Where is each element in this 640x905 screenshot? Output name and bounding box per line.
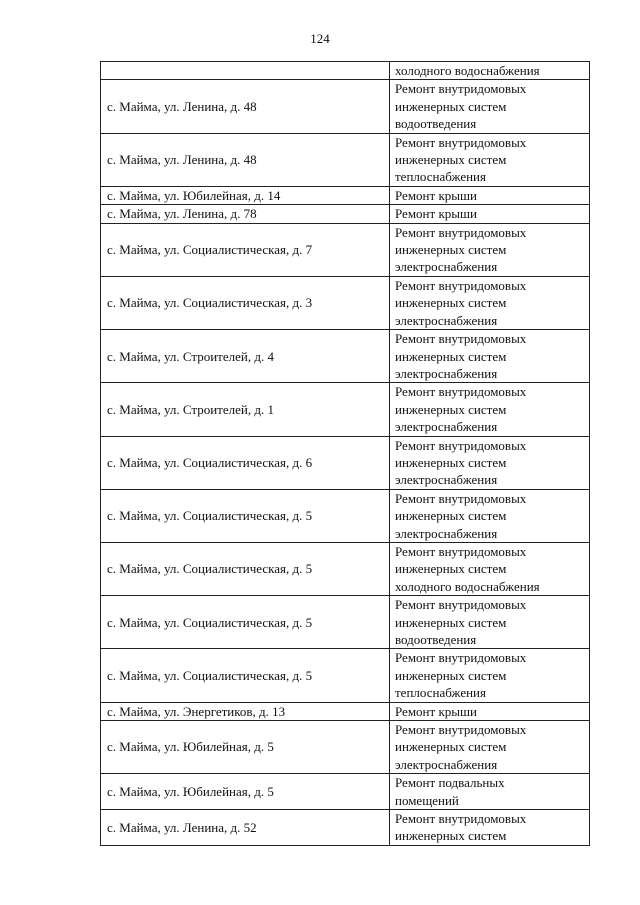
address-cell: с. Майма, ул. Юбилейная, д. 5 (101, 774, 390, 810)
work-type-cell (390, 383, 590, 436)
work-type-line: водоотведения (395, 116, 477, 132)
table-row (101, 436, 590, 489)
work-type-line: инженерных систем (395, 295, 507, 311)
work-type-line: водоотведения (395, 632, 477, 647)
work-type-line: электроснабжения (395, 756, 498, 772)
work-type-cell (390, 186, 590, 204)
repair-table (100, 61, 590, 846)
table-row (101, 702, 590, 720)
work-type-line: теплоснабжения (395, 685, 486, 701)
work-type-line: инженерных систем (395, 152, 507, 168)
table-row (101, 276, 590, 329)
work-type-cell (390, 649, 590, 702)
work-type-cell (390, 489, 590, 542)
address-cell: с. Майма, ул. Социалистическая, д. 6 (101, 436, 390, 489)
work-type-cell (390, 80, 590, 133)
address-cell: с. Майма, ул. Социалистическая, д. 7 (101, 223, 390, 276)
table-row (101, 649, 590, 702)
repair-table-body (101, 62, 590, 846)
address-cell: с. Майма, ул. Юбилейная, д. 5 (101, 721, 390, 774)
table-row (101, 383, 590, 436)
work-type-line: инженерных систем (395, 667, 507, 683)
work-type-line: Ремонт внутридомовых (395, 543, 527, 559)
work-type-line: холодного водоснабжения (395, 578, 540, 594)
work-type-line: Ремонт внутридомовых (395, 597, 527, 613)
work-type-line: инженерных систем (395, 508, 507, 524)
work-type-cell (390, 810, 590, 846)
work-type-line: инженерных систем (395, 348, 507, 364)
work-type-line: Ремонт внутридомовых (395, 81, 527, 97)
work-type-line: Ремонт крыши (395, 206, 477, 222)
work-type-line: инженерных систем (395, 739, 507, 755)
address-cell: с. Майма, ул. Социалистическая, д. 5 (101, 542, 390, 595)
work-type-cell (390, 62, 590, 80)
table-row (101, 489, 590, 542)
table-row (101, 133, 590, 186)
work-type-cell (390, 330, 590, 383)
work-type-cell (390, 276, 590, 329)
address-cell: с. Майма, ул. Энергетиков, д. 13 (101, 702, 390, 720)
address-cell (101, 62, 390, 80)
table-row (101, 223, 590, 276)
work-type-line: инженерных систем (395, 98, 507, 114)
work-type-line: инженерных систем (395, 242, 507, 258)
work-type-line: Ремонт внутридомовых (395, 331, 527, 347)
address-cell: с. Майма, ул. Социалистическая, д. 3 (101, 276, 390, 329)
work-type-line: Ремонт внутридомовых (395, 490, 527, 506)
work-type-cell (390, 223, 590, 276)
table-row (101, 721, 590, 774)
work-type-line: Ремонт крыши (395, 703, 477, 719)
address-cell: с. Майма, ул. Строителей, д. 1 (101, 383, 390, 436)
address-cell: с. Майма, ул. Социалистическая, д. 5 (101, 649, 390, 702)
work-type-line: электроснабжения (395, 312, 498, 328)
work-type-line: инженерных систем (395, 401, 507, 417)
work-type-line: Ремонт внутридомовых (395, 277, 527, 293)
table-row (101, 330, 590, 383)
work-type-line: холодного водоснабжения (395, 63, 540, 78)
work-type-line: помещений (395, 792, 459, 808)
work-type-line: инженерных систем (395, 454, 507, 470)
address-cell: с. Майма, ул. Ленина, д. 52 (101, 810, 390, 846)
table-row (101, 205, 590, 223)
work-type-line: инженерных систем (395, 561, 507, 577)
work-type-line: инженерных систем (395, 614, 507, 630)
address-cell: с. Майма, ул. Ленина, д. 78 (101, 205, 390, 223)
work-type-line: электроснабжения (395, 525, 498, 541)
work-type-cell (390, 774, 590, 810)
table-row (101, 810, 590, 846)
work-type-line: Ремонт внутридомовых (395, 384, 527, 400)
work-type-line: электроснабжения (395, 472, 498, 488)
work-type-line: Ремонт внутридомовых (395, 224, 527, 240)
address-cell: с. Майма, ул. Строителей, д. 4 (101, 330, 390, 383)
work-type-cell (390, 702, 590, 720)
work-type-cell (390, 205, 590, 223)
table-row (101, 62, 590, 80)
work-type-line: Ремонт внутридомовых (395, 650, 527, 666)
address-cell: с. Майма, ул. Ленина, д. 48 (101, 133, 390, 186)
page-number: 124 (310, 31, 330, 46)
table-row (101, 596, 590, 649)
table-row (101, 80, 590, 133)
work-type-cell (390, 542, 590, 595)
work-type-cell (390, 721, 590, 774)
address-cell: с. Майма, ул. Социалистическая, д. 5 (101, 596, 390, 649)
address-cell: с. Майма, ул. Ленина, д. 48 (101, 80, 390, 133)
work-type-cell (390, 133, 590, 186)
work-type-cell (390, 436, 590, 489)
work-type-line: теплоснабжения (395, 169, 486, 185)
work-type-line: инженерных систем (395, 828, 507, 844)
table-row (101, 542, 590, 595)
work-type-line: Ремонт внутридомовых (395, 437, 527, 453)
work-type-line: электроснабжения (395, 419, 498, 435)
work-type-line: Ремонт внутридомовых (395, 722, 527, 738)
work-type-line: электроснабжения (395, 365, 498, 381)
address-cell: с. Майма, ул. Юбилейная, д. 14 (101, 186, 390, 204)
work-type-line: электроснабжения (395, 259, 498, 275)
work-type-line: Ремонт внутридомовых (395, 811, 527, 827)
table-row (101, 186, 590, 204)
work-type-cell (390, 596, 590, 649)
work-type-line: Ремонт крыши (395, 187, 477, 203)
repair-table-container (100, 61, 589, 846)
work-type-line: Ремонт внутридомовых (395, 134, 527, 150)
work-type-line: Ремонт подвальных (395, 775, 505, 791)
address-cell: с. Майма, ул. Социалистическая, д. 5 (101, 489, 390, 542)
table-row (101, 774, 590, 810)
